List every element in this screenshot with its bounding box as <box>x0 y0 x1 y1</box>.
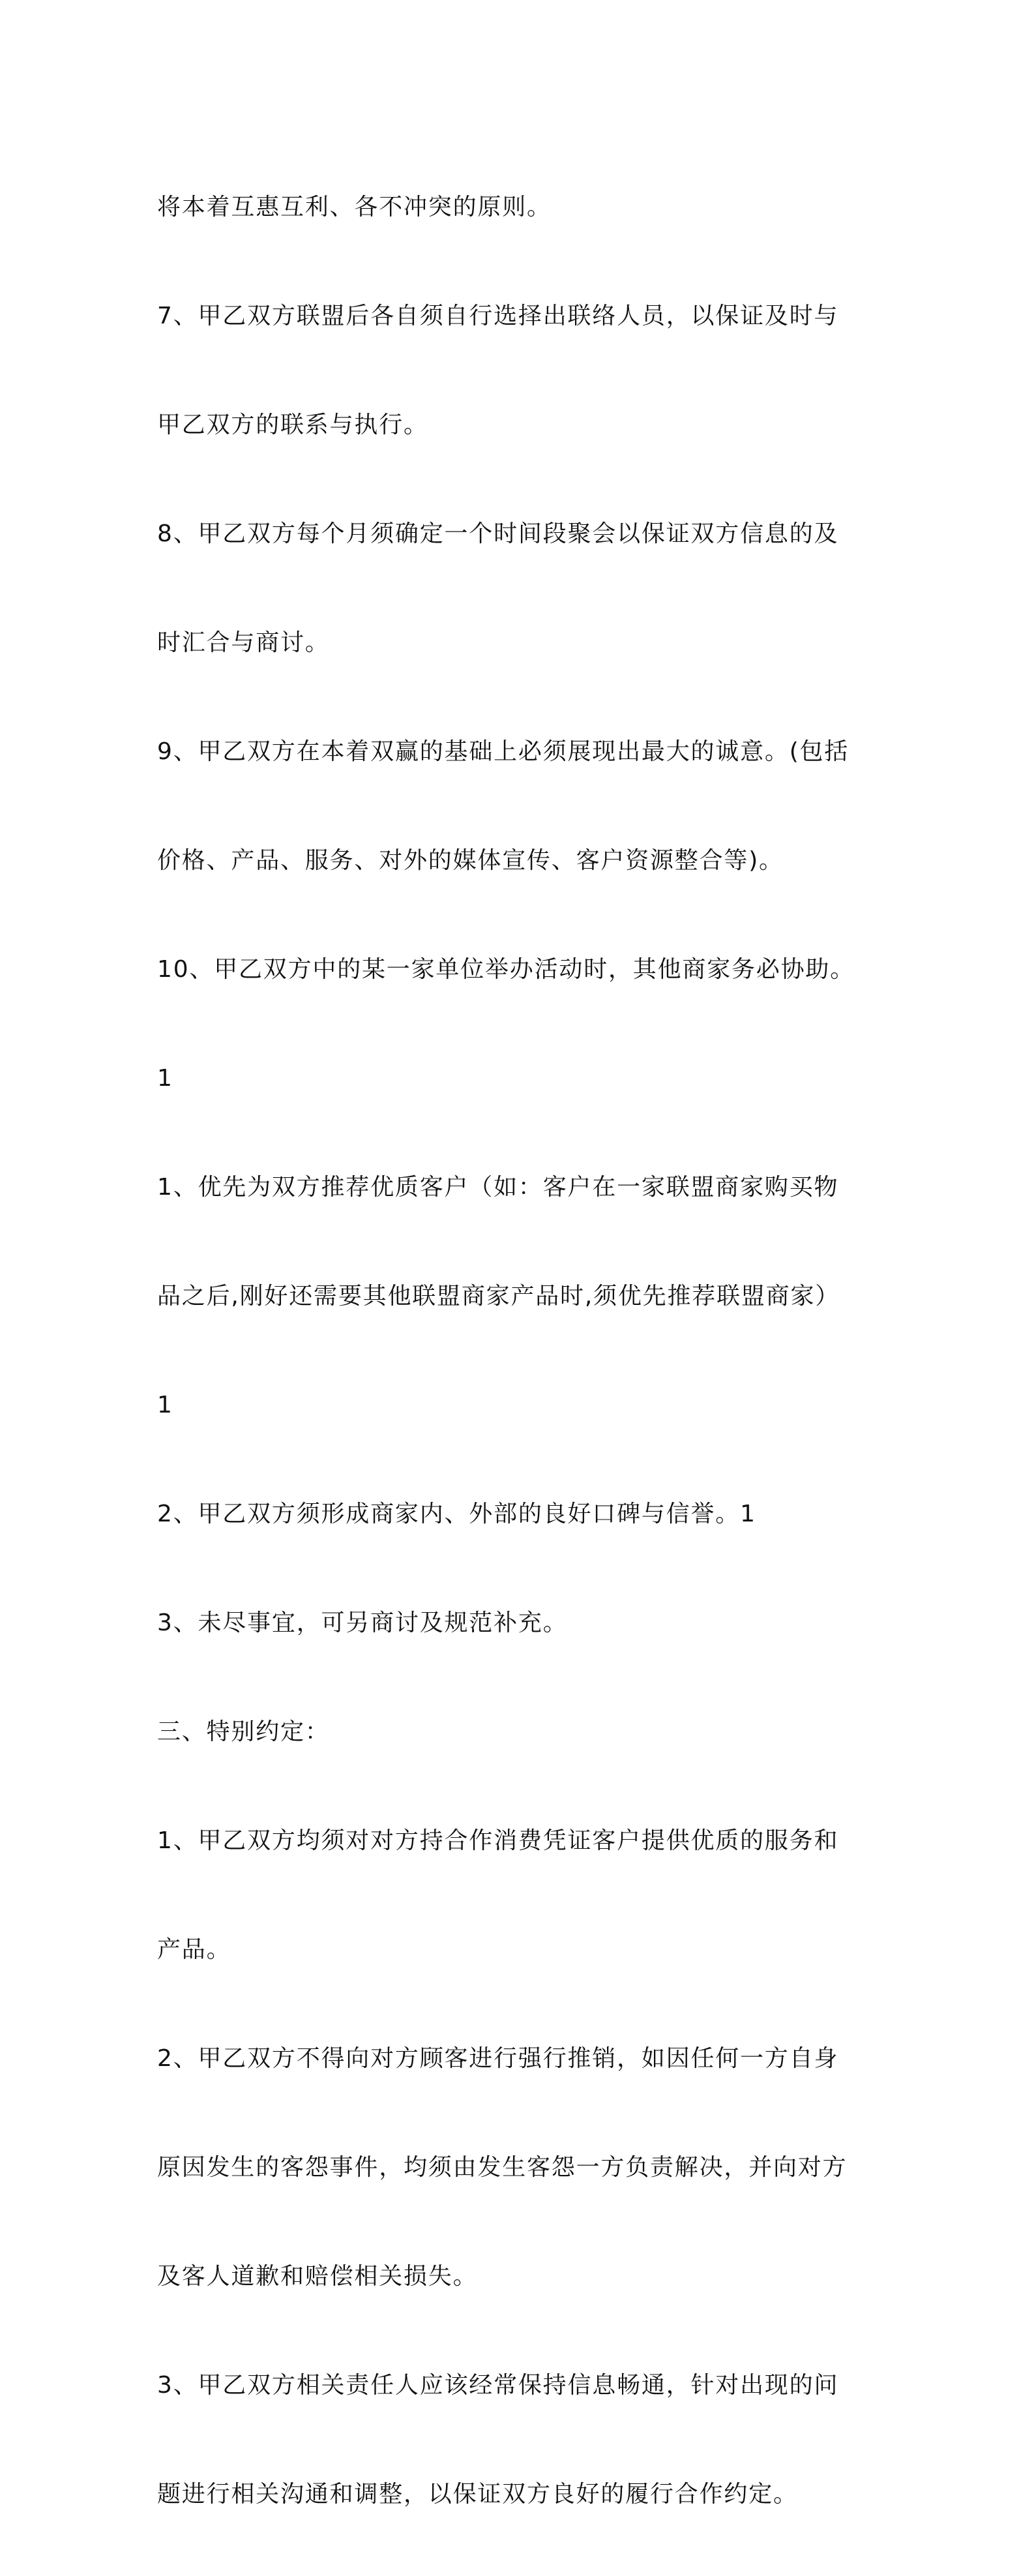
document-body <box>157 125 881 2576</box>
text-line-17: 产品。 <box>157 1936 231 1963</box>
text-line-12: 1 <box>157 1391 173 1418</box>
text-line-13: 2、甲乙双方须形成商家内、外部的良好口碑与信誉。1 <box>157 1500 756 1527</box>
text-line-14: 3、未尽事宜，可另商讨及规范补充。 <box>157 1609 568 1636</box>
text-line-20: 及客人道歉和赔偿相关损失。 <box>157 2262 478 2290</box>
text-line-18: 2、甲乙双方不得向对方顾客进行强行推销，如因任何一方自身 <box>157 2044 839 2072</box>
text-line-2: 7、甲乙双方联盟后各自须自行选择出联络人员，以保证及时与 <box>157 302 839 329</box>
text-line-19: 原因发生的客怨事件，均须由发生客怨一方负责解决，并向对方 <box>157 2153 848 2181</box>
text-line-7: 价格、产品、服务、对外的媒体宣传、客户资源整合等)。 <box>157 846 784 874</box>
text-line-3: 甲乙双方的联系与执行。 <box>157 411 428 438</box>
text-line-6: 9、甲乙双方在本着双赢的基础上必须展现出最大的诚意。(包括 <box>157 738 849 765</box>
text-line-21: 3、甲乙双方相关责任人应该经常保持信息畅通，针对出现的问 <box>157 2371 839 2399</box>
text-line-5: 时汇合与商讨。 <box>157 629 330 656</box>
text-line-15: 三、特别约定： <box>157 1718 330 1745</box>
text-line-4: 8、甲乙双方每个月须确定一个时间段聚会以保证双方信息的及 <box>157 520 839 547</box>
text-line-1: 将本着互惠互利、各不冲突的原则。 <box>157 193 552 220</box>
text-line-8: 10、甲乙双方中的某一家单位举办活动时，其他商家务必协助。 <box>157 955 855 983</box>
text-line-16: 1、甲乙双方均须对对方持合作消费凭证客户提供优质的服务和 <box>157 1827 839 1854</box>
text-line-11: 品之后,刚好还需要其他联盟商家产品时,须优先推荐联盟商家） <box>157 1282 840 1310</box>
text-line-22: 题进行相关沟通和调整，以保证双方良好的履行合作约定。 <box>157 2480 798 2508</box>
text-line-9: 1 <box>157 1064 173 1092</box>
text-line-10: 1、优先为双方推荐优质客户（如：客户在一家联盟商家购买物 <box>157 1173 839 1201</box>
